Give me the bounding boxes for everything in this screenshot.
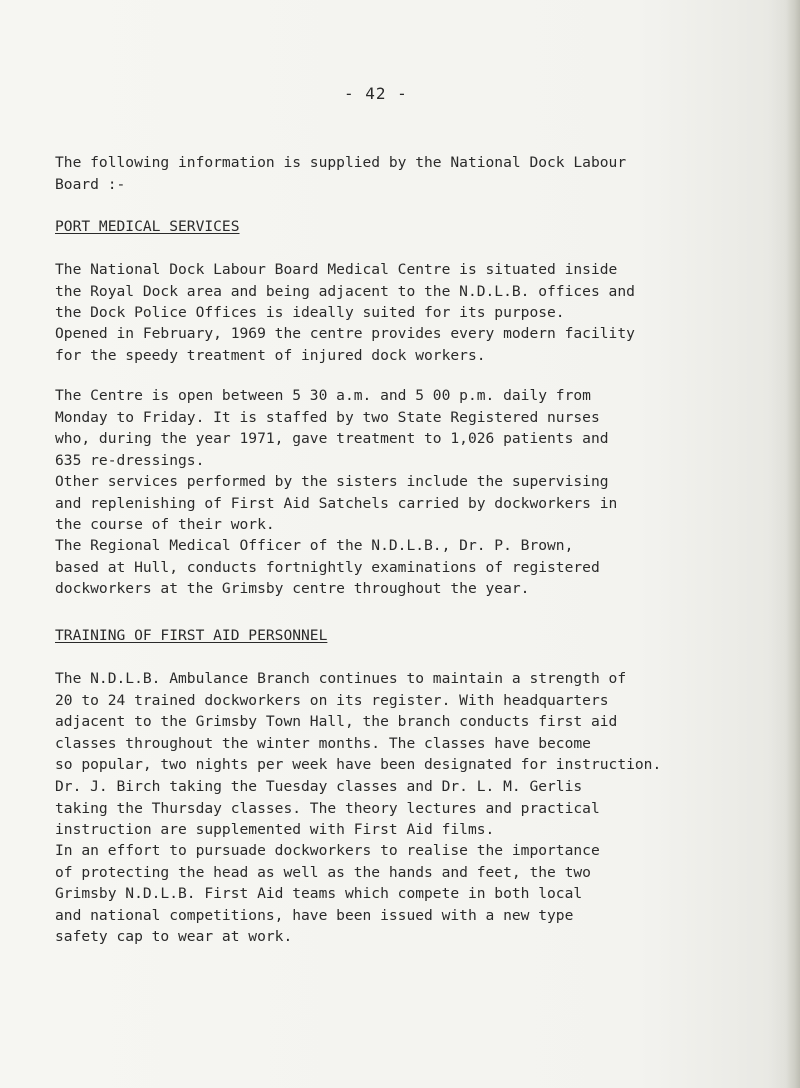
section-heading-training-first-aid: TRAINING OF FIRST AID PERSONNEL bbox=[55, 627, 328, 644]
paragraph: The Centre is open between 5 30 a.m. and 5 00 p.m. daily from Monday to Friday. It is staffed by two State Registered nurses who, during the year 1971, gave treatment to 1,026 patients and 635 re-dressings. bbox=[55, 387, 609, 469]
page-number: - 42 - bbox=[344, 84, 408, 103]
paragraph: The National Dock Labour Board Medical Centre is situated inside the Royal Dock area and being adjacent to the N.D.L.B. offices and the Dock Police Offices is ideally suited for its purpose. bbox=[55, 261, 635, 321]
paragraph: Dr. J. Birch taking the Tuesday classes and Dr. L. M. Gerlis taking the Thursday classes. The theory lectures and practical instruction are supplemented with First Aid films. bbox=[55, 778, 600, 838]
paragraph: Other services performed by the sisters include the supervising and replenishing of First Aid Satchels carried by dockworkers in the course of their work. bbox=[55, 473, 618, 533]
page-edge-shadow bbox=[786, 0, 800, 1088]
paragraph: The Regional Medical Officer of the N.D.L.B., Dr. P. Brown, based at Hull, conducts fortnightly examinations of registered dockworkers at the Grimsby centre throughout the year. bbox=[55, 537, 600, 597]
paragraph: Opened in February, 1969 the centre provides every modern facility for the speedy treatment of injured dock workers. bbox=[55, 325, 635, 364]
paragraph: In an effort to pursuade dockworkers to realise the importance of protecting the head as well as the hands and feet, the two Grimsby N.D.L.B. First Aid teams which compete in both local and national competitions, have been issued with a new type safety cap to wear at work. bbox=[55, 842, 600, 945]
section-heading-port-medical-services: PORT MEDICAL SERVICES bbox=[55, 218, 240, 235]
intro-paragraph: The following information is supplied by the National Dock Labour Board :- bbox=[55, 154, 627, 193]
paragraph: The N.D.L.B. Ambulance Branch continues to maintain a strength of 20 to 24 trained dockworkers on its register. With headquarters adjacent to the Grimsby Town Hall, the branch conducts first aid classes throughout the winter months. The classes have become so popular, two nights per week have been designated for instruction. bbox=[55, 670, 662, 773]
